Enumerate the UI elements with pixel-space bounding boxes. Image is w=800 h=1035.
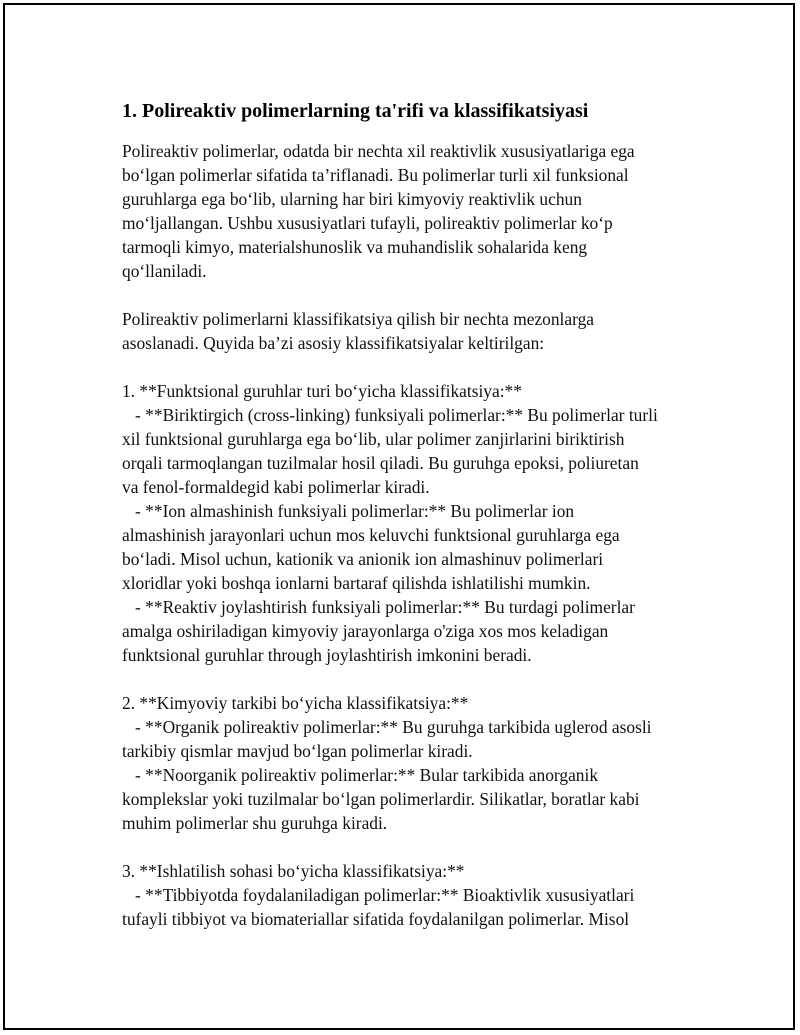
document-content: [122, 99, 702, 931]
body-text: [122, 139, 702, 931]
text-line: - **Noorganik polireaktiv polimerlar:** Bular tarkibida anorganik: [122, 765, 599, 785]
text-line: xloridlar yoki boshqa ionlarni bartaraf qilishda ishlatilishi mumkin.: [122, 573, 591, 593]
section-heading: 1. Polireaktiv polimerlarning ta'rifi va klassifikatsiyasi: [122, 100, 589, 122]
text-line: Polireaktiv polimerlar, odatda bir nechta xil reaktivlik xususiyatlariga ega: [122, 141, 635, 161]
text-line: bo‘lgan polimerlar sifatida ta’riflanadi. Bu polimerlar turli xil funksional: [122, 165, 629, 185]
text-line: tarmoqli kimyo, materialshunoslik va muhandislik sohalarida keng: [122, 237, 588, 257]
blank-line: [122, 283, 702, 307]
blank-line: [122, 355, 702, 379]
text-line: mo‘ljallangan. Ushbu xususiyatlari tufayli, polireaktiv polimerlar ko‘p: [122, 213, 613, 233]
text-line: amalga oshiriladigan kimyoviy jarayonlarga o'ziga xos mos keladigan: [122, 621, 609, 641]
text-line: muhim polimerlar shu guruhga kiradi.: [122, 813, 388, 833]
text-line: - **Ion almashinish funksiyali polimerlar:** Bu polimerlar ion: [122, 501, 575, 521]
text-line: guruhlarga ega bo‘lib, ularning har biri kimyoviy reaktivlik uchun: [122, 189, 582, 209]
blank-line: [122, 835, 702, 859]
text-line: - **Reaktiv joylashtirish funksiyali polimerlar:** Bu turdagi polimerlar: [122, 597, 635, 617]
text-line: - **Organik polireaktiv polimerlar:** Bu guruhga tarkibida uglerod asosli: [122, 717, 652, 737]
text-line: 1. **Funktsional guruhlar turi bo‘yicha klassifikatsiya:**: [122, 381, 522, 401]
text-line: komplekslar yoki tuzilmalar bo‘lgan polimerlardir. Silikatlar, boratlar kabi: [122, 789, 640, 809]
text-line: tufayli tibbiyot va biomateriallar sifatida foydalanilgan polimerlar. Misol: [122, 909, 630, 929]
page-frame: [3, 3, 795, 1030]
text-line: orqali tarmoqlangan tuzilmalar hosil qiladi. Bu guruhga epoksi, poliuretan: [122, 453, 639, 473]
text-line: funktsional guruhlar through joylashtirish imkonini beradi.: [122, 645, 532, 665]
text-line: tarkibiy qismlar mavjud bo‘lgan polimerlar kiradi.: [122, 741, 473, 761]
text-line: asoslanadi. Quyida ba’zi asosiy klassifikatsiyalar keltirilgan:: [122, 333, 545, 353]
text-line: xil funktsional guruhlarga ega bo‘lib, ular polimer zanjirlarini biriktirish: [122, 429, 625, 449]
text-line: va fenol-formaldegid kabi polimerlar kiradi.: [122, 477, 430, 497]
text-line: - **Tibbiyotda foydalaniladigan polimerlar:** Bioaktivlik xususiyatlari: [122, 885, 635, 905]
text-line: 2. **Kimyoviy tarkibi bo‘yicha klassifikatsiya:**: [122, 693, 469, 713]
text-line: almashinish jarayonlari uchun mos keluvchi funktsional guruhlarga ega: [122, 525, 620, 545]
text-line: - **Biriktirgich (cross-linking) funksiyali polimerlar:** Bu polimerlar turli: [122, 405, 658, 425]
blank-line: [122, 667, 702, 691]
text-line: Polireaktiv polimerlarni klassifikatsiya qilish bir nechta mezonlarga: [122, 309, 595, 329]
text-line: bo‘ladi. Misol uchun, kationik va anionik ion almashinuv polimerlari: [122, 549, 604, 569]
text-line: 3. **Ishlatilish sohasi bo‘yicha klassifikatsiya:**: [122, 861, 465, 881]
text-line: qo‘llaniladi.: [122, 261, 207, 281]
